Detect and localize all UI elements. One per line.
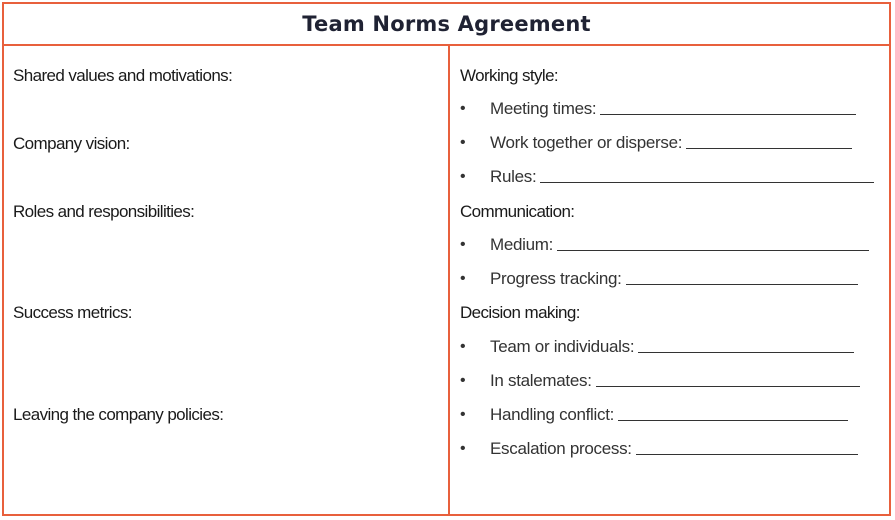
item-label: Work together or disperse: [490, 133, 683, 152]
label-shared-values: Shared values and motivations: [13, 66, 233, 85]
item-label: Medium: [490, 235, 554, 254]
item-label: Rules: [490, 167, 537, 186]
list-item-rules [460, 166, 879, 188]
bullet-icon: • [460, 406, 466, 423]
item-label: Handling conflict: [490, 405, 615, 424]
heading-working-style: Working style: [460, 66, 559, 85]
label-leaving-policies: Leaving the company policies: [13, 405, 224, 424]
fill-in-line-in-stalemates[interactable] [596, 386, 860, 387]
list-item-progress-tracking [460, 268, 879, 290]
list-item-team-or-individuals [460, 336, 879, 358]
team-norms-document [2, 2, 891, 516]
list-item-medium [460, 234, 879, 256]
heading-decision-making: Decision making: [460, 303, 580, 322]
label-company-vision: Company vision: [13, 134, 130, 153]
item-label: Escalation process: [490, 439, 632, 458]
bullet-icon: • [460, 270, 466, 287]
heading-communication: Communication: [460, 202, 575, 221]
bullet-icon: • [460, 168, 466, 185]
fill-in-line-medium[interactable] [557, 250, 869, 251]
list-item-handling-conflict [460, 404, 879, 426]
label-success-metrics: Success metrics: [13, 303, 132, 322]
bullet-icon: • [460, 100, 466, 117]
column-divider [448, 44, 450, 514]
item-label: Team or individuals: [490, 337, 635, 356]
label-roles-responsibilities: Roles and responsibilities: [13, 202, 195, 221]
fill-in-line-team-or-individuals[interactable] [638, 352, 854, 353]
list-item-meeting-times [460, 98, 879, 120]
fill-in-line-meeting-times[interactable] [600, 114, 856, 115]
fill-in-line-work-together[interactable] [686, 148, 852, 149]
title-bar [4, 4, 889, 46]
list-item-work-together [460, 132, 879, 154]
item-label: Progress tracking: [490, 269, 622, 288]
fill-in-line-escalation-process[interactable] [636, 454, 858, 455]
document-title: Team Norms Agreement [302, 12, 591, 36]
bullet-icon: • [460, 440, 466, 457]
bullet-icon: • [460, 134, 466, 151]
fill-in-line-handling-conflict[interactable] [618, 420, 848, 421]
list-item-in-stalemates [460, 370, 879, 392]
fill-in-line-rules[interactable] [540, 182, 874, 183]
item-label: Meeting times: [490, 99, 597, 118]
list-item-escalation-process [460, 438, 879, 460]
bullet-icon: • [460, 236, 466, 253]
item-label: In stalemates: [490, 371, 592, 390]
bullet-icon: • [460, 372, 466, 389]
fill-in-line-progress-tracking[interactable] [626, 284, 858, 285]
bullet-icon: • [460, 338, 466, 355]
